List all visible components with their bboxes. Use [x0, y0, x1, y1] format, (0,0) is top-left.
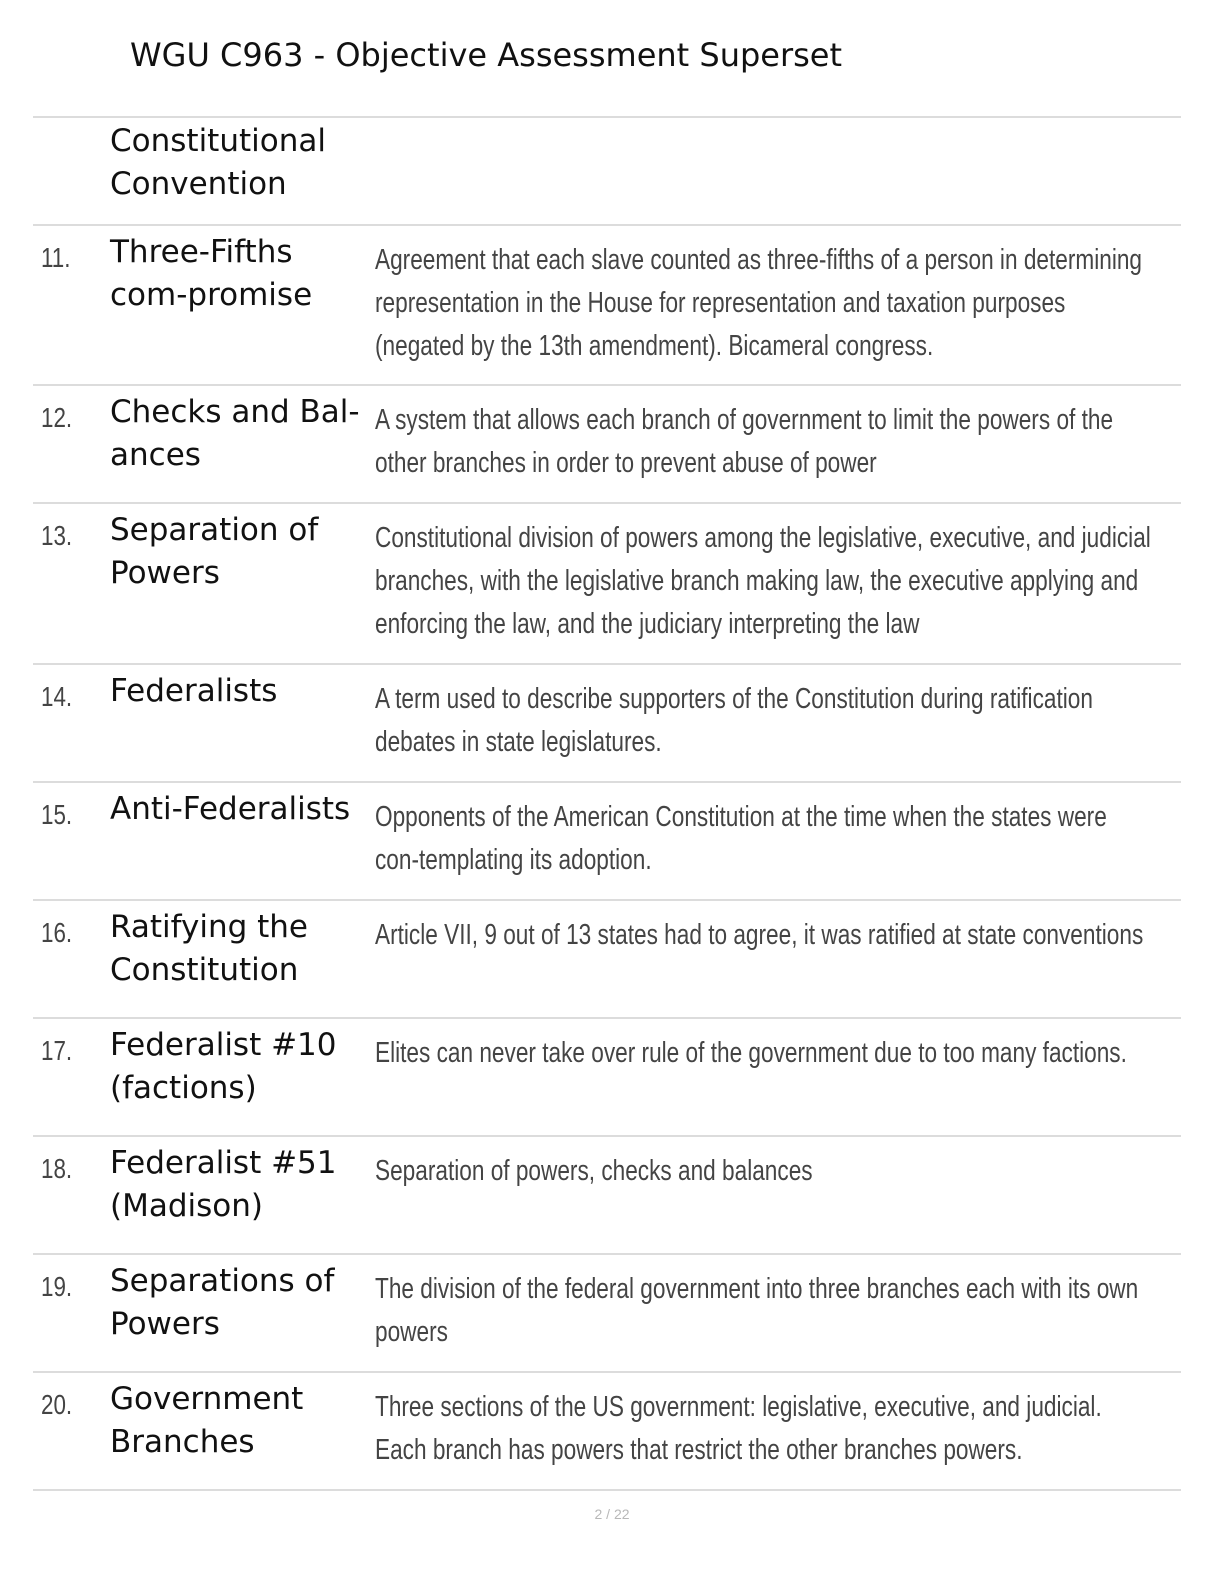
term-number: 18. — [41, 1153, 73, 1184]
term-name: Constitutional Convention — [110, 123, 326, 202]
document-title: WGU C963 - Objective Assessment Superset — [130, 36, 843, 74]
term-name: Federalist #10 (factions) — [110, 1027, 337, 1106]
term-number: 11. — [41, 242, 71, 273]
term-definition: Separation of powers, checks and balances — [375, 1155, 813, 1187]
term-definition: The division of the federal government into three branches each with its own powers — [375, 1273, 1139, 1348]
term-name: Three-Fifths com-promise — [110, 234, 313, 313]
term-row — [33, 226, 1181, 386]
term-definition: A system that allows each branch of government to limit the powers of the other branches in order to prevent abuse of power — [375, 404, 1114, 479]
term-row — [33, 1019, 1181, 1137]
term-name: Anti-Federalists — [110, 791, 351, 827]
terms-table — [33, 116, 1181, 1491]
term-definition: Elites can never take over rule of the government due to too many factions. — [375, 1037, 1127, 1069]
term-number: 17. — [41, 1035, 73, 1066]
term-row — [33, 1373, 1181, 1491]
term-definition: A term used to describe supporters of the Constitution during ratification debates in state legislatures. — [375, 683, 1093, 758]
term-row — [33, 1255, 1181, 1373]
term-definition: Three sections of the US government: legislative, executive, and judicial. Each branch has powers that restrict the other branches powers. — [375, 1391, 1102, 1466]
term-definition: Opponents of the American Constitution at the time when the states were con-templating its adoption. — [375, 801, 1107, 876]
term-row — [33, 386, 1181, 504]
page-number: 2 / 22 — [594, 1506, 630, 1522]
term-number: 13. — [41, 520, 73, 551]
term-name: Separations of Powers — [110, 1263, 335, 1342]
term-row — [33, 901, 1181, 1019]
term-number: 15. — [41, 799, 73, 830]
term-number: 19. — [41, 1271, 73, 1302]
term-name: Federalists — [110, 673, 278, 709]
term-row — [33, 783, 1181, 901]
term-name: Government Branches — [110, 1381, 304, 1460]
term-name: Checks and Bal-ances — [110, 394, 360, 473]
term-number: 14. — [41, 681, 73, 712]
term-definition: Agreement that each slave counted as three-fifths of a person in determining representation in the House for representation and taxation purposes (negated by the 13th amendment). Bicameral congress. — [375, 244, 1143, 362]
term-definition: Constitutional division of powers among the legislative, executive, and judicial branches, with the legislative branch making law, the executive applying and enforcing the law, and the judiciary interpreting the law — [375, 522, 1151, 640]
term-name: Ratifying the Constitution — [110, 909, 309, 988]
term-row — [33, 118, 1181, 226]
term-number: 16. — [41, 917, 73, 948]
term-definition: Article VII, 9 out of 13 states had to agree, it was ratified at state conventions — [375, 919, 1144, 951]
term-name: Federalist #51 (Madison) — [110, 1145, 337, 1224]
term-number: 20. — [41, 1389, 73, 1420]
term-row — [33, 665, 1181, 783]
term-row — [33, 1137, 1181, 1255]
term-name: Separation of Powers — [110, 512, 319, 591]
term-number: 12. — [41, 402, 73, 433]
term-row — [33, 504, 1181, 665]
